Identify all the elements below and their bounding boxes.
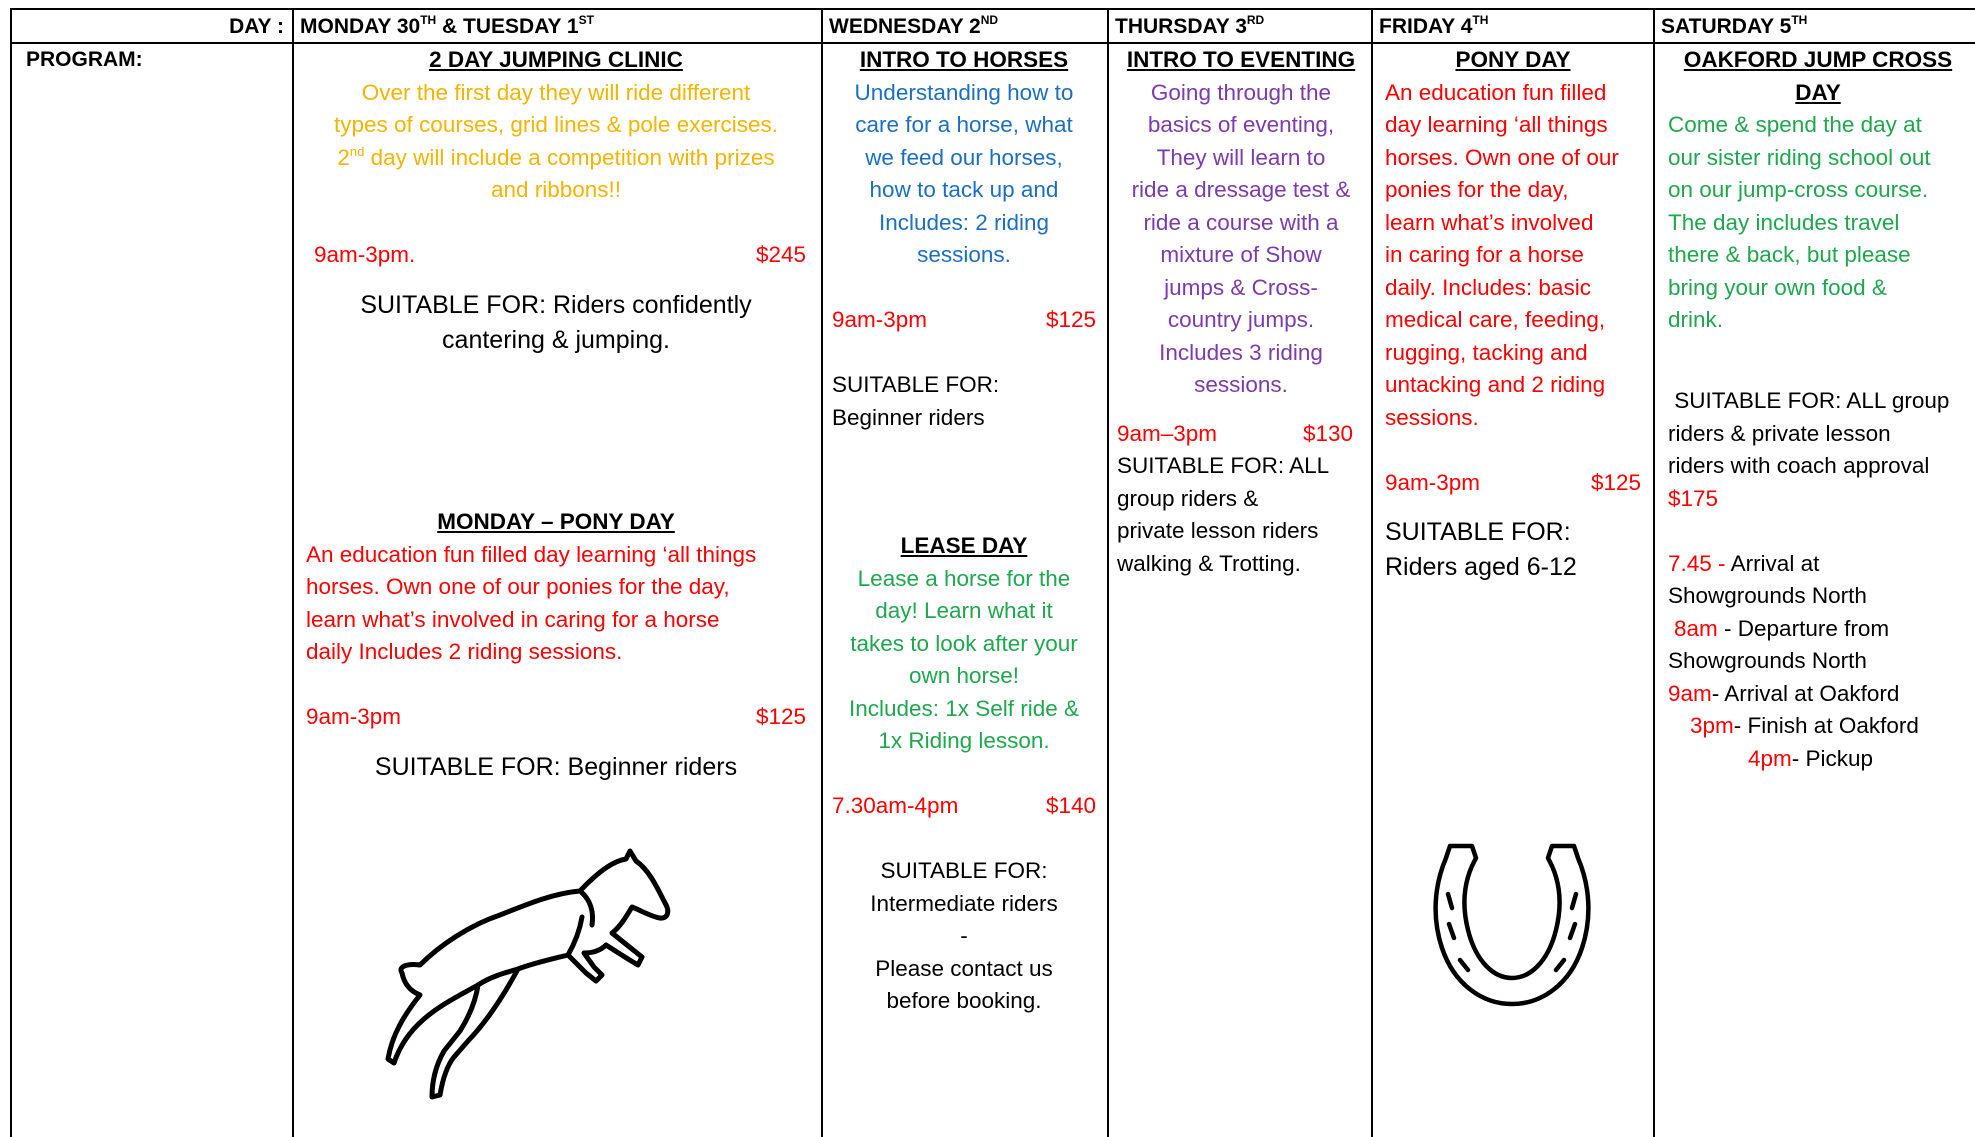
oakford-desc-2: our sister riding school out bbox=[1668, 144, 1931, 170]
eventing-desc-2: basics of eventing, bbox=[1147, 112, 1335, 137]
eventing-price-row bbox=[1117, 418, 1365, 451]
oakford-schedule-1: 7.45 - Arrival at bbox=[1668, 550, 1820, 576]
oakford-title-1: OAKFORD JUMP CROSS bbox=[1683, 47, 1953, 72]
jumping-clinic-desc-2: types of courses, grid lines & pole exercises. bbox=[334, 112, 778, 137]
oakford-suitable-2: riders & private lesson bbox=[1668, 420, 1891, 446]
lease-day-suitable-1: SUITABLE FOR: bbox=[880, 858, 1048, 883]
lease-day-desc-6: 1x Riding lesson. bbox=[878, 728, 1050, 753]
intro-to-horses-desc-3: we feed our horses, bbox=[865, 144, 1063, 170]
header-thursday: THURSDAY 3RD bbox=[1115, 13, 1265, 38]
pony-day-desc-3: horses. Own one of our bbox=[1385, 144, 1619, 170]
pony-day-time: 9am-3pm bbox=[1385, 469, 1481, 495]
lease-day-title: LEASE DAY bbox=[900, 533, 1028, 558]
intro-to-horses-time: 9am-3pm bbox=[832, 307, 928, 332]
jumping-clinic-title: 2 DAY JUMPING CLINIC bbox=[429, 47, 683, 72]
oakford-desc-4: The day includes travel bbox=[1668, 209, 1900, 235]
column-divider-5 bbox=[1653, 8, 1655, 1137]
intro-to-horses-desc-2: care for a horse, what bbox=[855, 112, 1073, 137]
oakford-schedule-2: Showgrounds North bbox=[1668, 583, 1867, 608]
eventing-desc-1: Going through the bbox=[1150, 79, 1332, 105]
pony-day-desc-8: medical care, feeding, bbox=[1385, 307, 1606, 332]
saturday-column bbox=[1668, 44, 1968, 775]
pony-day-desc-11: sessions. bbox=[1385, 404, 1479, 430]
pony-day-desc-1: An education fun filled bbox=[1385, 79, 1607, 105]
intro-to-horses-desc-6: sessions. bbox=[917, 242, 1011, 267]
monday-pony-day-title: MONDAY – PONY DAY bbox=[437, 509, 675, 534]
intro-to-horses-price-row bbox=[832, 304, 1096, 337]
eventing-desc-4: ride a dressage test & bbox=[1131, 177, 1351, 202]
oakford-suitable-1: SUITABLE FOR: ALL group bbox=[1668, 388, 1950, 413]
lease-day-desc-3: takes to look after your bbox=[850, 630, 1078, 656]
eventing-desc-7: jumps & Cross- bbox=[1164, 274, 1318, 300]
eventing-price: $130 bbox=[1302, 420, 1353, 446]
jumping-clinic-desc-4: and ribbons!! bbox=[490, 177, 622, 202]
eventing-desc-10: sessions. bbox=[1194, 372, 1288, 397]
jumping-clinic-suitable-2: cantering & jumping. bbox=[442, 325, 670, 354]
jumping-clinic-price: $245 bbox=[755, 242, 806, 267]
lease-day-suitable-4: Please contact us bbox=[875, 955, 1053, 981]
pony-day-price-row bbox=[1385, 467, 1641, 500]
horseshoe-icon bbox=[1432, 838, 1592, 1010]
oakford-schedule-5: 9am- Arrival at Oakford bbox=[1668, 680, 1900, 706]
oakford-schedule-6: 3pm- Finish at Oakford bbox=[1690, 713, 1919, 738]
monday-pony-desc-4: daily Includes 2 riding sessions. bbox=[306, 639, 623, 664]
monday-pony-desc-1: An education fun filled day learning ‘all things bbox=[306, 541, 757, 567]
lease-day-desc-5: Includes: 1x Self ride & bbox=[848, 695, 1080, 721]
oakford-desc-6: bring your own food & bbox=[1668, 274, 1887, 300]
pony-day-desc-10: untacking and 2 riding bbox=[1385, 372, 1606, 397]
oakford-desc-5: there & back, but please bbox=[1668, 242, 1911, 267]
column-divider-2 bbox=[821, 8, 823, 1137]
eventing-time: 9am–3pm bbox=[1117, 420, 1218, 446]
monday-pony-suitable: SUITABLE FOR: Beginner riders bbox=[374, 752, 738, 781]
intro-to-horses-desc-5: Includes: 2 riding bbox=[878, 209, 1050, 235]
intro-to-horses-price: $125 bbox=[1045, 307, 1096, 332]
header-friday: FRIDAY 4TH bbox=[1379, 13, 1489, 38]
monday-pony-desc-3: learn what’s involved in caring for a horse bbox=[306, 606, 720, 632]
eventing-desc-3: They will learn to bbox=[1156, 144, 1326, 170]
pony-day-desc-4: ponies for the day, bbox=[1385, 177, 1569, 202]
intro-to-horses-desc-4: how to tack up and bbox=[869, 177, 1059, 202]
lease-day-suitable-5: before booking. bbox=[886, 988, 1042, 1013]
header-saturday: SATURDAY 5TH bbox=[1661, 13, 1808, 38]
lease-day-suitable-2: Intermediate riders bbox=[870, 890, 1058, 916]
jumping-clinic-desc-1: Over the first day they will ride different bbox=[361, 79, 751, 105]
friday-column bbox=[1385, 44, 1641, 585]
pony-day-desc-5: learn what’s involved bbox=[1385, 209, 1594, 235]
intro-to-horses-suitable-1: SUITABLE FOR: bbox=[832, 372, 1000, 397]
pony-day-desc-2: day learning ‘all things bbox=[1385, 112, 1608, 137]
pony-day-desc-6: in caring for a horse bbox=[1385, 242, 1584, 267]
oakford-suitable-3: riders with coach approval bbox=[1668, 453, 1930, 478]
oakford-desc-3: on our jump-cross course. bbox=[1668, 177, 1929, 202]
eventing-suitable-3: private lesson riders bbox=[1117, 518, 1319, 543]
monday-pony-price-row bbox=[306, 701, 806, 734]
column-divider-4 bbox=[1371, 8, 1373, 1137]
header-wednesday: WEDNESDAY 2ND bbox=[829, 13, 999, 38]
monday-column bbox=[306, 44, 806, 358]
eventing-desc-9: Includes 3 riding bbox=[1159, 339, 1323, 365]
intro-to-eventing-title: INTRO TO EVENTING bbox=[1126, 47, 1356, 72]
pony-day-title: PONY DAY bbox=[1455, 47, 1571, 72]
oakford-desc-7: drink. bbox=[1668, 307, 1724, 332]
column-divider-1 bbox=[292, 8, 294, 1137]
pony-day-desc-9: rugging, tacking and bbox=[1385, 339, 1588, 365]
eventing-suitable-1: SUITABLE FOR: ALL bbox=[1117, 453, 1330, 478]
monday-pony-price: $125 bbox=[755, 704, 806, 729]
table-border-left bbox=[10, 8, 12, 1137]
jumping-clinic-time: 9am-3pm. bbox=[314, 242, 416, 267]
jumping-clinic-price-row bbox=[306, 239, 806, 272]
pony-day-desc-7: daily. Includes: basic bbox=[1385, 274, 1591, 300]
column-divider-3 bbox=[1107, 8, 1109, 1137]
lease-day-price: $140 bbox=[1045, 793, 1096, 818]
eventing-desc-6: mixture of Show bbox=[1160, 242, 1322, 267]
thursday-column bbox=[1117, 44, 1365, 580]
eventing-desc-8: country jumps. bbox=[1167, 307, 1315, 332]
intro-to-horses-desc-1: Understanding how to bbox=[854, 79, 1074, 105]
pony-day-price: $125 bbox=[1590, 469, 1641, 495]
intro-to-horses-suitable-2: Beginner riders bbox=[832, 404, 985, 430]
oakford-schedule-4: Showgrounds North bbox=[1668, 648, 1867, 673]
pony-day-suitable-1: SUITABLE FOR: bbox=[1385, 518, 1571, 546]
lease-day-section bbox=[832, 530, 1096, 1018]
lease-day-desc-4: own horse! bbox=[908, 663, 1020, 688]
day-label: DAY : bbox=[229, 15, 284, 38]
header-monday-tuesday: MONDAY 30TH & TUESDAY 1ST bbox=[300, 13, 594, 38]
eventing-desc-5: ride a course with a bbox=[1143, 209, 1339, 235]
lease-day-suitable-3: - bbox=[960, 923, 968, 948]
monday-pony-desc-2: horses. Own one of our ponies for the day, bbox=[306, 574, 730, 599]
lease-day-time: 7.30am-4pm bbox=[832, 793, 959, 818]
lease-day-desc-1: Lease a horse for the bbox=[857, 565, 1071, 591]
pony-day-suitable-2: Riders aged 6-12 bbox=[1385, 553, 1577, 581]
oakford-schedule-3: 8am - Departure from bbox=[1674, 615, 1890, 641]
jumping-clinic-suitable-1: SUITABLE FOR: Riders confidently bbox=[360, 290, 752, 319]
intro-to-horses-title: INTRO TO HORSES bbox=[859, 47, 1069, 72]
jumping-clinic-desc-3: 2nd day will include a competition with prizes bbox=[337, 143, 775, 170]
oakford-schedule-7: 4pm- Pickup bbox=[1748, 745, 1874, 771]
oakford-price: $175 bbox=[1668, 485, 1719, 511]
lease-day-price-row bbox=[832, 790, 1096, 823]
oakford-desc-1: Come & spend the day at bbox=[1668, 112, 1922, 137]
eventing-suitable-2: group riders & bbox=[1117, 485, 1259, 511]
eventing-suitable-4: walking & Trotting. bbox=[1117, 550, 1301, 576]
monday-pony-day bbox=[306, 506, 806, 785]
lease-day-desc-2: day! Learn what it bbox=[875, 598, 1053, 623]
program-label: PROGRAM: bbox=[26, 48, 143, 71]
wednesday-column bbox=[832, 44, 1096, 434]
oakford-title-2: DAY bbox=[1795, 79, 1841, 105]
monday-pony-time: 9am-3pm bbox=[306, 704, 402, 729]
jumping-horse-icon bbox=[380, 845, 700, 1110]
